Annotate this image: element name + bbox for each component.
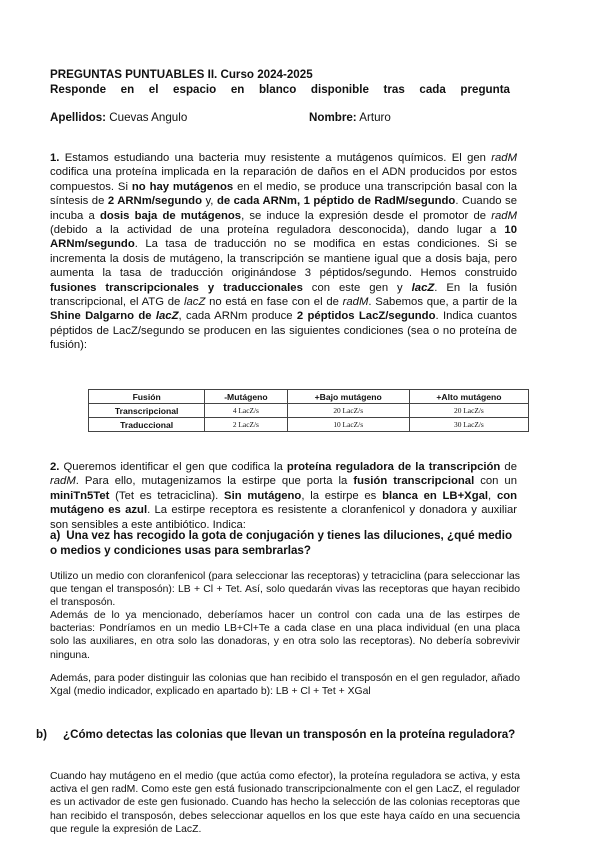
text-run: dosis baja de mutágenos — [99, 209, 242, 222]
text-run: fusión transcripcional — [353, 475, 475, 488]
text-run: fusiones transcripcionales y traduccionales — [50, 281, 303, 294]
table-row — [89, 404, 529, 418]
text-run: . Indica cuantos péptidos de LacZ/segundo se producen en las siguientes condiciones (sea o no proteína de fusión): — [50, 310, 517, 352]
name-label: Nombre: — [309, 111, 357, 124]
surname-value: Cuevas Angulo — [109, 111, 188, 124]
text-run: (debido a la actividad de una proteína reguladora desconocida), dando lugar a — [50, 224, 505, 237]
text-run: radM — [342, 296, 369, 309]
text-run: miniTn5Tet — [50, 489, 110, 502]
text-run: , se induce la expresión desde el promotor de — [241, 209, 492, 222]
text-run: radM — [491, 152, 517, 164]
table-cell: 10 LacZ/s — [287, 418, 409, 432]
question-2-number: 2. — [50, 461, 60, 473]
text-run: de cada ARNm, 1 péptido de RadM/segundo — [216, 195, 456, 208]
text-run: , la estirpe es — [301, 489, 383, 502]
text-run: , cada ARNm produce — [178, 310, 297, 323]
question-2b — [36, 728, 520, 743]
text-run: con este gen y — [302, 281, 412, 294]
text-run: lacZ — [184, 296, 206, 309]
table-row — [89, 418, 529, 432]
question-2 — [50, 460, 517, 532]
table-cell: 4 LacZ/s — [205, 404, 287, 418]
header-no-mutagen: -Mutágeno — [205, 390, 287, 404]
text-run: Shine Dalgarno de — [50, 310, 156, 323]
header-high-mutagen: +Alto mutágeno — [409, 390, 528, 404]
text-run: . La tasa de traducción no se modifica en estas condiciones. Si se incrementa la dosis de mutágeno, la transcripción se mantiene igual que a dosis baja, pero aumenta la tasa de traducción originándose 3 péptidos/segundo. Hemos construido — [50, 238, 517, 280]
text-run: lacZ — [411, 281, 435, 294]
text-run: (Tet es tetraciclina). — [109, 489, 225, 502]
question-1-text — [50, 152, 517, 351]
row-label: Transcripcional — [89, 404, 205, 418]
exam-instruction: Responde en el espacio en blanco disponible tras cada pregunta — [50, 83, 510, 96]
text-run: proteína reguladora de la transcripción — [286, 461, 501, 473]
question-2b-label: b) — [36, 728, 47, 741]
text-run: . La estirpe receptora es resistente a cloranfenicol y donadora y auxiliar son sensibles a este antibiótico. Indica: — [50, 504, 517, 531]
answer-2a-p2: Además de lo ya mencionado, deberíamos hacer un control con cada una de las estirpes de bacterias: Pondríamos en un medio LB+Cl+Te a cada clase en una placa individual (en una placa solo las auxiliares, en otra solo las donadoras, y en otra solo las receptoras). No debería sobrevivir ninguna. — [50, 610, 520, 661]
text-run: y, — [201, 195, 217, 208]
answer-2b: Cuando hay mutágeno en el medio (que actúa como efector), la proteína reguladora se activa, y esta activa el gen radM. Como este gen está fusionado transcripcionalmente con el gen LacZ, el regulador es un activador de este gen fusionado. Cuando has hecho la selección de las colonias receptoras que han recibido el transposón, debes seleccionar aquellos en los que este haya caído en una secuencia que regule la expresión de LacZ. — [50, 771, 520, 835]
lacz-table — [88, 389, 529, 432]
text-run: . Cuando se incuba a — [50, 195, 517, 222]
header-fusion: Fusión — [89, 390, 205, 404]
table-cell: 20 LacZ/s — [409, 404, 528, 418]
table-header-row — [89, 390, 529, 404]
text-run: Sin mutágeno — [224, 489, 302, 502]
text-run: Estamos estudiando una bacteria muy resistente a mutágenos químicos. El gen — [59, 152, 492, 164]
text-run: no hay mutágenos — [131, 180, 234, 193]
question-2a-label: a) — [50, 529, 61, 542]
text-run: con mutágeno es azul — [50, 489, 518, 517]
answer-2a-p3: Además, para poder distinguir las colonias que han recibido el transposón en el gen regulador, añado Xgal (medio indicador, explicado en apartado b): LB + Cl + Tet + XGal — [50, 673, 520, 698]
text-run: . Para ello, mutagenizamos la estirpe que porta la — [75, 475, 354, 488]
answer-2a-p1: Utilizo un medio con cloranfenicol (para seleccionar las receptoras) y tetraciclina (para seleccionar las que tengan el transposón): LB + Cl + Tet. Así, solo quedarán vivas las receptoras que hayan recibido el transposón. — [50, 571, 520, 609]
table-cell: 20 LacZ/s — [287, 404, 409, 418]
text-run: de — [500, 461, 517, 473]
text-run: 2 ARNm/segundo — [107, 195, 202, 208]
text-run: radM — [50, 475, 76, 488]
exam-title: PREGUNTAS PUNTUABLES II. Curso 2024-2025 — [50, 68, 313, 81]
row-label: Traduccional — [89, 418, 205, 432]
text-run: lacZ — [155, 310, 179, 323]
text-run: , — [488, 489, 497, 502]
text-run: Queremos identificar el gen que codifica la — [59, 461, 287, 473]
name-field — [309, 110, 391, 125]
name-value: Arturo — [359, 111, 391, 124]
text-run: no está en fase con el de — [205, 296, 343, 309]
text-run: codifica una proteína implicada en la reparación de daños en el ADN producidos por estos compuestos. Si — [50, 166, 517, 193]
text-run: . En la fusión transcripcional, el ATG de — [50, 281, 517, 309]
question-2a-text: Una vez has recogido la gota de conjugación y tienes las diluciones, ¿qué medio o medios y condiciones usas para sembrarlas? — [50, 529, 513, 557]
text-run: con un — [474, 475, 517, 488]
text-run: en el medio, se produce una transcripción basal con la síntesis de — [50, 180, 517, 208]
question-2a — [50, 529, 520, 558]
table-cell: 2 LacZ/s — [205, 418, 287, 432]
question-2b-text: ¿Cómo detectas las colonias que llevan un transposón en la proteína reguladora? — [63, 728, 516, 741]
question-1-number: 1. — [50, 152, 60, 164]
table-cell: 30 LacZ/s — [409, 418, 528, 432]
question-2-text — [50, 461, 517, 531]
header-low-mutagen: +Bajo mutágeno — [287, 390, 409, 404]
text-run: radM — [491, 209, 517, 222]
text-run: blanca en LB+Xgal — [382, 489, 489, 502]
question-1 — [50, 151, 517, 353]
text-run: 2 péptidos LacZ/segundo — [296, 310, 436, 323]
text-run: 10 ARNm/segundo — [50, 224, 517, 251]
surname-label: Apellidos: — [50, 111, 107, 124]
surname-field — [50, 110, 187, 125]
text-run: . Sabemos que, a partir de la — [368, 296, 517, 309]
